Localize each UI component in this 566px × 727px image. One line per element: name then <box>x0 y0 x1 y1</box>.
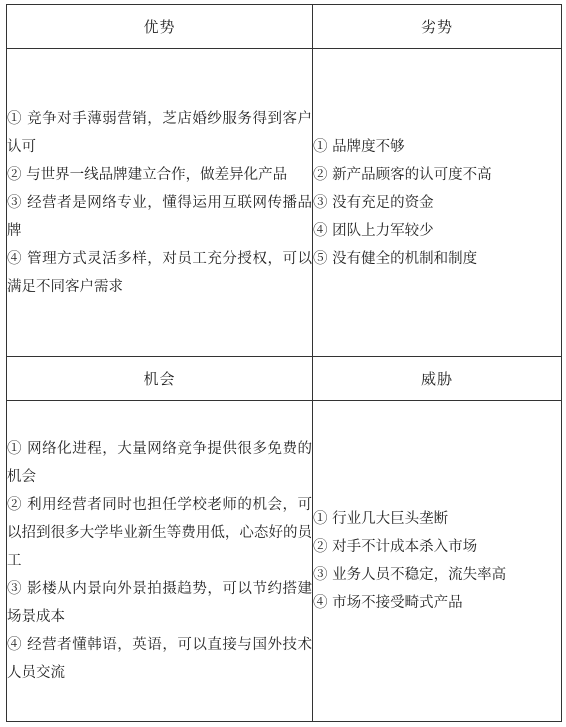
threat-item: ② 对手不计成本杀入市场 <box>313 539 478 555</box>
threat-item: ① 行业几大巨头垄断 <box>313 511 449 527</box>
opportunity-item: ③ 影楼从内景向外景拍摄趋势，可以节约搭建场景成本 <box>7 581 312 625</box>
threat-item: ④ 市场不接受畸式产品 <box>313 595 463 611</box>
threats-header: 威胁 <box>313 357 562 401</box>
opportunity-item: ④ 经营者懂韩语，英语，可以直接与国外技术人员交流 <box>7 637 312 681</box>
opportunities-cell <box>7 401 313 722</box>
strengths-cell <box>7 49 313 357</box>
weakness-item: ① 品牌度不够 <box>313 138 405 155</box>
strength-item: ② 与世界一线品牌建立合作，做差异化产品 <box>7 166 288 183</box>
weakness-item: ⑤ 没有健全的机制和制度 <box>313 250 478 267</box>
weakness-item: ④ 团队上力军较少 <box>313 222 434 239</box>
strengths-header: 优势 <box>7 5 313 49</box>
swot-table <box>6 4 562 722</box>
strength-item: ① 竞争对手薄弱营销，芝店婚纱服务得到客户认可 <box>7 110 312 155</box>
weaknesses-header: 劣势 <box>313 5 562 49</box>
opportunity-item: ② 利用经营者同时也担任学校老师的机会，可以招到很多大学毕业新生等费用低，心态好的员工 <box>7 497 312 569</box>
threat-item: ③ 业务人员不稳定，流失率高 <box>313 567 507 583</box>
weaknesses-cell <box>313 49 562 357</box>
weakness-item: ② 新产品顾客的认可度不高 <box>313 166 492 183</box>
opportunity-item: ① 网络化进程，大量网络竞争提供很多免费的机会 <box>7 441 312 485</box>
strength-item: ④ 管理方式灵活多样，对员工充分授权，可以满足不同客户需求 <box>7 250 312 295</box>
threats-cell <box>313 401 562 722</box>
opportunities-header: 机会 <box>7 357 313 401</box>
strength-item: ③ 经营者是网络专业，懂得运用互联网传播品牌 <box>7 194 312 239</box>
weakness-item: ③ 没有充足的资金 <box>313 194 434 211</box>
